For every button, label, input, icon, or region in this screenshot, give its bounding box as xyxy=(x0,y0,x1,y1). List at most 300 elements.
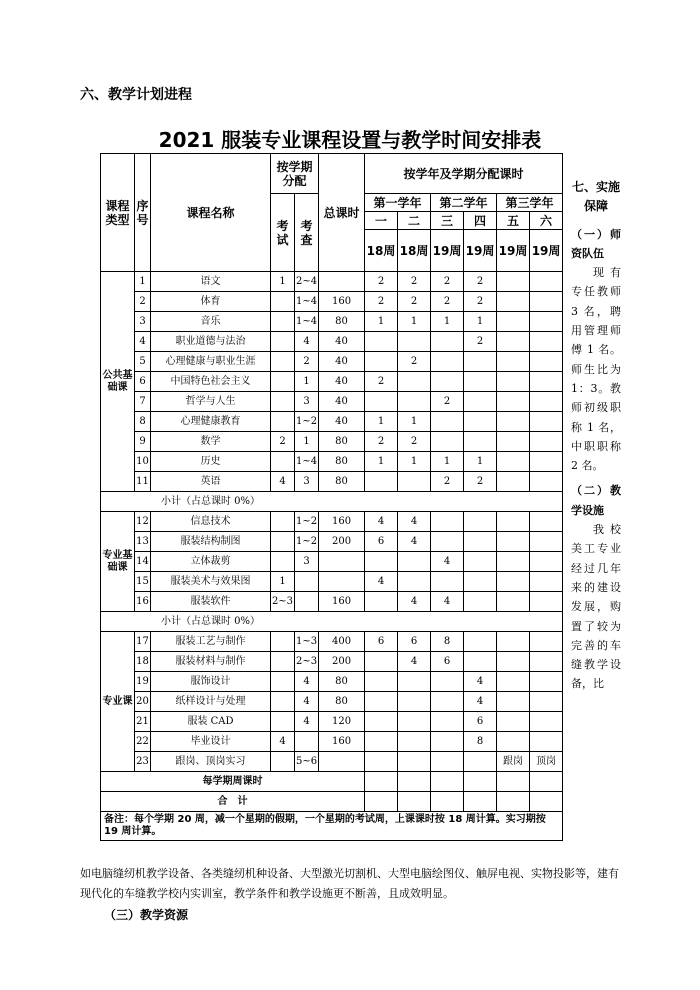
total-hours: 80 xyxy=(319,452,365,472)
term-4-hours: 8 xyxy=(464,732,497,752)
term-6-hours xyxy=(530,672,563,692)
total-hours xyxy=(319,552,365,572)
subtotal-row: 小计（占总课时 0%） xyxy=(101,492,563,512)
header-course-name: 课程名称 xyxy=(151,154,271,272)
course-no: 15 xyxy=(135,572,151,592)
check-term: 4 xyxy=(295,672,319,692)
header-weeks: 19周 xyxy=(464,230,497,272)
term-4-hours: 1 xyxy=(464,312,497,332)
course-no: 7 xyxy=(135,392,151,412)
term-1-hours xyxy=(365,712,398,732)
course-name: 纸样设计与处理 xyxy=(151,692,271,712)
category-label: 公共基础课 xyxy=(101,272,135,492)
total-hours: 120 xyxy=(319,712,365,732)
course-name: 中国特色社会主义 xyxy=(151,372,271,392)
exam-term xyxy=(271,632,295,652)
course-name: 信息技术 xyxy=(151,512,271,532)
check-term: 1~4 xyxy=(295,292,319,312)
course-row xyxy=(101,372,563,392)
term-3-hours xyxy=(431,412,464,432)
course-name: 英语 xyxy=(151,472,271,492)
term-1-hours: 2 xyxy=(365,372,398,392)
term-1-hours: 1 xyxy=(365,412,398,432)
check-term xyxy=(295,592,319,612)
total-label: 合 计 xyxy=(101,792,365,812)
term-3-hours xyxy=(431,692,464,712)
term-5-hours xyxy=(497,732,530,752)
term-3-hours xyxy=(431,752,464,772)
term-2-hours: 2 xyxy=(398,272,431,292)
total-hours: 80 xyxy=(319,672,365,692)
header-term: 六 xyxy=(530,212,563,230)
term-6-hours xyxy=(530,552,563,572)
check-term: 1~2 xyxy=(295,512,319,532)
course-no: 23 xyxy=(135,752,151,772)
term-1-hours xyxy=(365,472,398,492)
term-3-hours xyxy=(431,572,464,592)
term-3-hours: 8 xyxy=(431,632,464,652)
course-row xyxy=(101,472,563,492)
course-name: 服饰设计 xyxy=(151,672,271,692)
term-6-hours xyxy=(530,432,563,452)
course-no: 17 xyxy=(135,632,151,652)
total-hours: 40 xyxy=(319,352,365,372)
side-text-2: 我校美工专业经过几年来的建设发展，购置了较为完善的车缝教学设备，比 xyxy=(571,523,621,691)
course-no: 9 xyxy=(135,432,151,452)
header-weeks: 19周 xyxy=(530,230,563,272)
total-hours: 160 xyxy=(319,732,365,752)
course-row xyxy=(101,592,563,612)
term-6-hours xyxy=(530,412,563,432)
term-3-hours: 2 xyxy=(431,472,464,492)
category-label: 专业课 xyxy=(101,632,135,772)
term-5-hours xyxy=(497,632,530,652)
term-3-hours xyxy=(431,712,464,732)
term-2-hours: 1 xyxy=(398,452,431,472)
header-term: 五 xyxy=(497,212,530,230)
course-no: 19 xyxy=(135,672,151,692)
check-term: 2~4 xyxy=(295,272,319,292)
term-3-hours xyxy=(431,352,464,372)
term-6-hours xyxy=(530,632,563,652)
term-4-hours xyxy=(464,392,497,412)
term-6-hours xyxy=(530,392,563,412)
header-year-2: 第二学年 xyxy=(431,194,497,212)
total-hours: 80 xyxy=(319,432,365,452)
term-5-hours xyxy=(497,592,530,612)
check-term: 4 xyxy=(295,712,319,732)
course-no: 1 xyxy=(135,272,151,292)
term-2-hours xyxy=(398,672,431,692)
course-no: 18 xyxy=(135,652,151,672)
course-name: 跟岗、顶岗实习 xyxy=(151,752,271,772)
term-3-hours: 2 xyxy=(431,292,464,312)
exam-term xyxy=(271,672,295,692)
course-row xyxy=(101,732,563,752)
side-subheading-2: （二）教学设施 xyxy=(571,484,621,517)
exam-term: 1 xyxy=(271,572,295,592)
term-4-hours: 4 xyxy=(464,692,497,712)
header-total-hours: 总课时 xyxy=(319,154,365,272)
exam-term xyxy=(271,552,295,572)
term-3-hours: 2 xyxy=(431,272,464,292)
course-no: 3 xyxy=(135,312,151,332)
term-1-hours xyxy=(365,592,398,612)
course-row xyxy=(101,432,563,452)
exam-term: 2~3 xyxy=(271,592,295,612)
course-no: 14 xyxy=(135,552,151,572)
term-4-hours xyxy=(464,752,497,772)
header-term: 一 xyxy=(365,212,398,230)
table-note: 备注：每个学期 20 周，减一个星期的假期，一个星期的考试周，上课课时按 18 周计算。实习期按 19 周计算。 xyxy=(101,812,563,841)
term-2-hours xyxy=(398,552,431,572)
term-3-hours xyxy=(431,512,464,532)
term-4-hours xyxy=(464,652,497,672)
term-3-hours xyxy=(431,432,464,452)
total-hours: 400 xyxy=(319,632,365,652)
term-6-hours xyxy=(530,572,563,592)
check-term: 1 xyxy=(295,372,319,392)
course-row xyxy=(101,712,563,732)
total-hours: 40 xyxy=(319,392,365,412)
term-6-hours xyxy=(530,512,563,532)
term-1-hours: 1 xyxy=(365,312,398,332)
course-no: 5 xyxy=(135,352,151,372)
course-no: 8 xyxy=(135,412,151,432)
exam-term xyxy=(271,752,295,772)
term-4-hours xyxy=(464,572,497,592)
check-term: 1 xyxy=(295,432,319,452)
term-5-hours xyxy=(497,392,530,412)
term-1-hours: 2 xyxy=(365,292,398,312)
term-3-hours xyxy=(431,532,464,552)
check-term xyxy=(295,572,319,592)
term-6-hours xyxy=(530,472,563,492)
exam-term xyxy=(271,332,295,352)
term-6-hours xyxy=(530,332,563,352)
term-5-hours xyxy=(497,512,530,532)
term-2-hours: 1 xyxy=(398,312,431,332)
check-term: 3 xyxy=(295,392,319,412)
term-1-hours xyxy=(365,672,398,692)
term-3-hours xyxy=(431,372,464,392)
course-row xyxy=(101,632,563,652)
course-no: 10 xyxy=(135,452,151,472)
course-name: 服装软件 xyxy=(151,592,271,612)
term-2-hours xyxy=(398,732,431,752)
term-1-hours: 4 xyxy=(365,512,398,532)
header-term: 三 xyxy=(431,212,464,230)
header-year-1: 第一学年 xyxy=(365,194,431,212)
term-4-hours: 4 xyxy=(464,672,497,692)
course-row xyxy=(101,272,563,292)
total-hours: 40 xyxy=(319,332,365,352)
term-1-hours: 2 xyxy=(365,432,398,452)
term-2-hours: 2 xyxy=(398,352,431,372)
course-row xyxy=(101,692,563,712)
term-5-hours xyxy=(497,272,530,292)
course-name: 哲学与人生 xyxy=(151,392,271,412)
total-hours: 200 xyxy=(319,532,365,552)
course-row xyxy=(101,332,563,352)
header-weeks: 19周 xyxy=(497,230,530,272)
term-4-hours xyxy=(464,532,497,552)
course-no: 12 xyxy=(135,512,151,532)
course-name: 服装结构制图 xyxy=(151,532,271,552)
total-hours: 80 xyxy=(319,472,365,492)
course-no: 22 xyxy=(135,732,151,752)
course-name: 服装美术与效果图 xyxy=(151,572,271,592)
term-5-hours xyxy=(497,712,530,732)
course-row xyxy=(101,652,563,672)
check-term: 4 xyxy=(295,332,319,352)
term-2-hours: 4 xyxy=(398,652,431,672)
course-row xyxy=(101,392,563,412)
exam-term: 4 xyxy=(271,472,295,492)
term-6-hours xyxy=(530,532,563,552)
term-6-hours xyxy=(530,652,563,672)
exam-term: 2 xyxy=(271,432,295,452)
term-6-hours xyxy=(530,452,563,472)
check-term: 2 xyxy=(295,352,319,372)
term-1-hours: 2 xyxy=(365,272,398,292)
exam-term xyxy=(271,712,295,732)
total-hours xyxy=(319,272,365,292)
total-hours: 160 xyxy=(319,292,365,312)
check-term: 3 xyxy=(295,472,319,492)
course-row xyxy=(101,752,563,772)
term-2-hours xyxy=(398,392,431,412)
term-5-hours xyxy=(497,532,530,552)
term-3-hours: 1 xyxy=(431,312,464,332)
term-5-hours xyxy=(497,572,530,592)
course-no: 21 xyxy=(135,712,151,732)
term-3-hours: 6 xyxy=(431,652,464,672)
term-1-hours: 6 xyxy=(365,632,398,652)
check-term: 1~4 xyxy=(295,312,319,332)
exam-term: 1 xyxy=(271,272,295,292)
exam-term xyxy=(271,532,295,552)
term-4-hours xyxy=(464,432,497,452)
check-term: 1~4 xyxy=(295,452,319,472)
total-hours: 200 xyxy=(319,652,365,672)
term-1-hours: 1 xyxy=(365,452,398,472)
check-term: 1~3 xyxy=(295,632,319,652)
total-hours: 40 xyxy=(319,372,365,392)
course-row xyxy=(101,412,563,432)
term-6-hours xyxy=(530,292,563,312)
course-name: 立体裁剪 xyxy=(151,552,271,572)
term-5-hours xyxy=(497,412,530,432)
header-check: 考查 xyxy=(295,194,319,272)
term-2-hours xyxy=(398,712,431,732)
term-2-hours xyxy=(398,372,431,392)
course-row xyxy=(101,552,563,572)
course-name: 服装 CAD xyxy=(151,712,271,732)
term-5-hours xyxy=(497,552,530,572)
course-name: 毕业设计 xyxy=(151,732,271,752)
term-4-hours: 6 xyxy=(464,712,497,732)
subtotal-row: 小计（占总课时 0%） xyxy=(101,612,563,632)
side-text-1: 现有专任教师 3 名，聘用管理师傅 1 名。师生比为 1：3。教师初级职称 1 名，中职职称 2 名。 xyxy=(571,266,621,473)
exam-term xyxy=(271,352,295,372)
exam-term xyxy=(271,392,295,412)
header-seq: 序号 xyxy=(135,154,151,272)
header-term: 四 xyxy=(464,212,497,230)
check-term: 1~2 xyxy=(295,532,319,552)
term-2-hours: 4 xyxy=(398,532,431,552)
term-5-hours xyxy=(497,692,530,712)
course-name: 数学 xyxy=(151,432,271,452)
term-5-hours xyxy=(497,292,530,312)
total-hours: 160 xyxy=(319,512,365,532)
header-course-type: 课程类型 xyxy=(101,154,135,272)
exam-term xyxy=(271,312,295,332)
course-row xyxy=(101,512,563,532)
course-name: 服装工艺与制作 xyxy=(151,632,271,652)
term-2-hours xyxy=(398,572,431,592)
course-row xyxy=(101,312,563,332)
term-1-hours xyxy=(365,552,398,572)
term-6-hours xyxy=(530,732,563,752)
term-6-hours xyxy=(530,372,563,392)
term-1-hours xyxy=(365,692,398,712)
check-term: 4 xyxy=(295,692,319,712)
term-5-hours xyxy=(497,452,530,472)
course-name: 职业道德与法治 xyxy=(151,332,271,352)
term-3-hours: 1 xyxy=(431,452,464,472)
term-4-hours xyxy=(464,412,497,432)
term-2-hours xyxy=(398,472,431,492)
header-weeks: 18周 xyxy=(398,230,431,272)
subheading-3: （三）教学资源 xyxy=(104,908,189,922)
total-hours: 80 xyxy=(319,312,365,332)
course-no: 20 xyxy=(135,692,151,712)
term-2-hours: 1 xyxy=(398,412,431,432)
term-6-hours xyxy=(530,272,563,292)
term-4-hours xyxy=(464,592,497,612)
side-heading: 七、实施保障 xyxy=(571,180,620,214)
term-4-hours xyxy=(464,352,497,372)
term-2-hours: 2 xyxy=(398,292,431,312)
term-3-hours xyxy=(431,672,464,692)
course-name: 语文 xyxy=(151,272,271,292)
term-5-hours xyxy=(497,432,530,452)
course-no: 4 xyxy=(135,332,151,352)
exam-term xyxy=(271,292,295,312)
term-4-hours: 2 xyxy=(464,292,497,312)
term-2-hours: 2 xyxy=(398,432,431,452)
total-hours xyxy=(319,752,365,772)
header-year-3: 第三学年 xyxy=(497,194,563,212)
term-3-hours xyxy=(431,332,464,352)
exam-term: 4 xyxy=(271,732,295,752)
course-row xyxy=(101,672,563,692)
body-paragraph: 如电脑缝纫机教学设备、各类缝纫机种设备、大型激光切割机、大型电脑绘图仪、触屏电视、实物投影等，建有现代化的车缝教学校内实训室，教学条件和教学设施更不断善，且成效明显。 xyxy=(80,867,619,900)
course-name: 历史 xyxy=(151,452,271,472)
term-6-hours xyxy=(530,312,563,332)
course-row xyxy=(101,352,563,372)
exam-term xyxy=(271,692,295,712)
term-2-hours: 4 xyxy=(398,512,431,532)
term-5-hours: 跟岗 xyxy=(497,752,530,772)
course-no: 16 xyxy=(135,592,151,612)
term-1-hours xyxy=(365,652,398,672)
exam-term xyxy=(271,652,295,672)
course-name: 音乐 xyxy=(151,312,271,332)
term-5-hours xyxy=(497,472,530,492)
total-hours: 160 xyxy=(319,592,365,612)
term-4-hours: 2 xyxy=(464,472,497,492)
course-row xyxy=(101,452,563,472)
total-hours xyxy=(319,572,365,592)
term-4-hours: 2 xyxy=(464,272,497,292)
category-label: 专业基础课 xyxy=(101,512,135,612)
term-1-hours: 6 xyxy=(365,532,398,552)
course-no: 2 xyxy=(135,292,151,312)
check-term xyxy=(295,732,319,752)
total-hours: 40 xyxy=(319,412,365,432)
side-subheading-1: （一）师资队伍 xyxy=(571,227,621,260)
term-1-hours xyxy=(365,392,398,412)
term-1-hours xyxy=(365,732,398,752)
side-column xyxy=(571,178,621,694)
course-row xyxy=(101,572,563,592)
term-2-hours: 6 xyxy=(398,632,431,652)
course-no: 13 xyxy=(135,532,151,552)
header-weeks: 19周 xyxy=(431,230,464,272)
term-3-hours: 2 xyxy=(431,392,464,412)
header-term-distribution: 按学期分配 xyxy=(271,154,319,194)
course-name: 心理健康教育 xyxy=(151,412,271,432)
header-weeks: 18周 xyxy=(365,230,398,272)
term-5-hours xyxy=(497,332,530,352)
term-3-hours: 4 xyxy=(431,592,464,612)
term-4-hours xyxy=(464,512,497,532)
term-2-hours xyxy=(398,752,431,772)
term-6-hours xyxy=(530,712,563,732)
term-5-hours xyxy=(497,372,530,392)
header-year-distribution: 按学年及学期分配课时 xyxy=(365,154,563,194)
term-6-hours xyxy=(530,692,563,712)
term-2-hours xyxy=(398,332,431,352)
course-row xyxy=(101,532,563,552)
term-4-hours: 1 xyxy=(464,452,497,472)
term-2-hours: 4 xyxy=(398,592,431,612)
term-1-hours xyxy=(365,352,398,372)
course-no: 6 xyxy=(135,372,151,392)
course-row xyxy=(101,292,563,312)
term-6-hours xyxy=(530,352,563,372)
exam-term xyxy=(271,372,295,392)
check-term: 5~6 xyxy=(295,752,319,772)
exam-term xyxy=(271,412,295,432)
course-name: 心理健康与职业生涯 xyxy=(151,352,271,372)
term-4-hours xyxy=(464,632,497,652)
term-3-hours: 4 xyxy=(431,552,464,572)
exam-term xyxy=(271,452,295,472)
table-title: 2021 服装专业课程设置与教学时间安排表 xyxy=(158,128,542,152)
header-exam: 考试 xyxy=(271,194,295,272)
check-term: 1~2 xyxy=(295,412,319,432)
term-4-hours: 2 xyxy=(464,332,497,352)
term-1-hours xyxy=(365,752,398,772)
term-4-hours xyxy=(464,552,497,572)
term-5-hours xyxy=(497,672,530,692)
exam-term xyxy=(271,512,295,532)
term-2-hours xyxy=(398,692,431,712)
term-5-hours xyxy=(497,652,530,672)
